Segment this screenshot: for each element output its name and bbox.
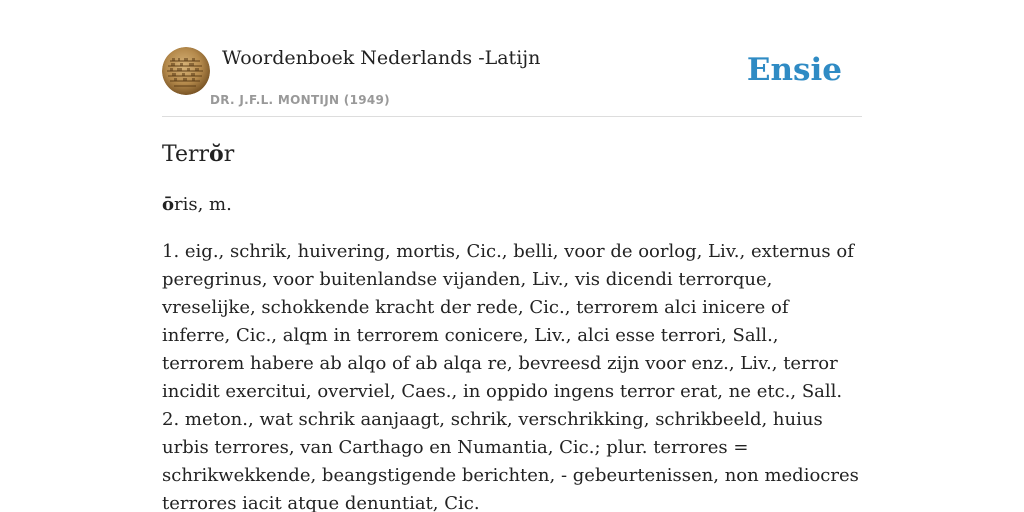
book-author: DR. J.F.L. MONTIJN (1949)	[210, 93, 390, 107]
book-cover-icon[interactable]	[162, 47, 210, 95]
entry-definitions	[162, 238, 862, 512]
entry-headword	[162, 138, 862, 171]
book-title[interactable]: Woordenboek Nederlands -Latijn	[222, 47, 541, 69]
grammar-rest: ris, m.	[174, 194, 232, 215]
dictionary-entry	[162, 138, 862, 512]
page	[162, 0, 862, 512]
definition-paragraph: 2. meton., wat schrik aanjaagt, schrik, verschrikking, schrikbeeld, huius urbis terrores, van Carthago en Numantia, Cic.; plur. terrores = schrikwekkende, beangstigende berichten, - gebeurtenissen, non mediocres terrores iacit atque denuntiat, Cic.	[162, 409, 859, 512]
headword-prefix: Terr	[162, 142, 210, 167]
entry-grammar	[162, 191, 862, 219]
headword-accent: ŏ	[209, 141, 224, 167]
definition-paragraph: 1. eig., schrik, huivering, mortis, Cic., belli, voor de oorlog, Liv., externus of peregrinus, voor buitenlandse vijanden, Liv., vis dicendi terrorque, vreselijke, schokkende kracht der rede, Cic., terrorem alci inicere of inferre, Cic., alqm in terrorem conicere, Liv., alci esse terrori, Sall., terrorem habere ab alqo of ab alqa re, bevreesd zijn voor enz., Liv., terror incidit exercitui, overviel, Caes., in oppido ingens terror erat, ne etc., Sall.	[162, 241, 854, 402]
brand-logo[interactable]: Ensie	[746, 52, 842, 88]
headword-suffix: r	[223, 142, 235, 167]
grammar-accent: ō	[162, 194, 175, 215]
page-header	[162, 0, 862, 117]
